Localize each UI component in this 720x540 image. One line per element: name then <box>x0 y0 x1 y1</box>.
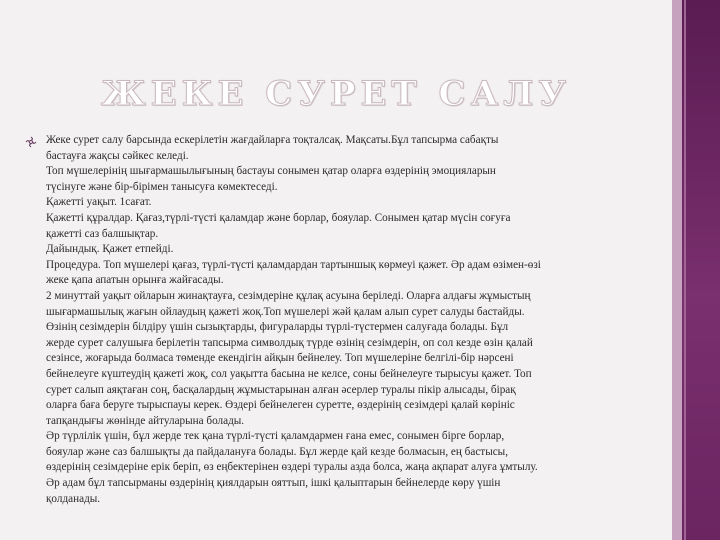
flourish-bullet-icon <box>25 136 37 151</box>
text-line: бояулар және саз балшықты да пайдалануға болады. Бұл жерде қай кезде болмасын, ең бастысы, <box>46 445 508 458</box>
text-line: Процедура. Топ мүшелері қағаз, түрлі-түсті қаламдардан тартыншық көрмеуі қажет. Әр адам өзімен-өзі <box>46 258 541 271</box>
text-line: оларға баға беруге тырыспауы керек. Өздері бейнелеген суретте, өздерінің сезімдері қалай көрініс <box>46 399 515 412</box>
text-line: Топ мүшелерінің шығармашылығының бастауы сонымен қатар оларға өздерінің эмоцияларын <box>46 165 496 178</box>
text-line: түсінуге және бір-бірімен танысуға көмектеседі. <box>46 180 278 193</box>
text-line: өздерінің сезімдеріне ерік беріп, өз еңбектерінен өздері туралы азда болса, жаңа ақпарат алуға ұмтылу. <box>46 461 538 474</box>
text-line: Қажетті құралдар. Қағаз,түрлі-түсті қаламдар және борлар, бояулар. Сонымен қатар мүсін соғуға <box>46 211 511 224</box>
slide-title: ЖЕКЕ СУРЕТ САЛУ <box>101 74 571 114</box>
text-line: Өзінің сезімдерін білдіру үшін сызықтарды, фигураларды түрлі-түстермен салуғада болады. Бұл <box>46 321 509 334</box>
right-accent-stripe-light <box>672 0 682 540</box>
text-line: жерде сурет салушыға берілетін тапсырма символдық түрде өзінің сезімдерін, оп сол кезде өзін қалай <box>46 336 533 349</box>
text-line: тапқандығы жөнінде айтуларына болады. <box>46 414 245 427</box>
text-line: Қажетті уақыт. 1сағат. <box>46 196 152 209</box>
text-line: Жеке сурет салу барсында ескерілетін жағдайларға тоқталсақ. Мақсаты.Бұл тапсырма сабақты <box>46 134 499 146</box>
text-line: Дайындық. Қажет етпейді. <box>46 243 174 256</box>
right-accent-line <box>684 0 686 540</box>
text-line: қолданады. <box>46 492 101 505</box>
text-line: жеке қапа апатын орынға жайғасады. <box>46 274 224 287</box>
text-line: Әр адам бұл тапсырманы өздерінің қиялдарын ояттып, ішкі қалыптарын бейнелерде көру үшін <box>46 477 501 490</box>
text-line: бастауға жақсы сәйкес келеді. <box>46 149 189 162</box>
text-line: сурет салып аяқтаған соң, басқалардың жұмыстарынан алған әсерлер туралы пікір алысады, бірақ <box>46 383 516 396</box>
text-line: Әр түрлілік үшін, бұл жерде тек қана түрлі-түсті қаламдармен ғана емес, сонымен бірге борлар, <box>46 430 505 443</box>
text-line: қажетті саз балшықтар. <box>46 227 159 240</box>
text-line: 2 минуттай уақыт ойларын жинақтауға, сезімдеріне құлақ асуына беріледі. Оларға алдағы жұмыстың <box>46 289 531 302</box>
body-text <box>46 133 666 507</box>
text-line: сезінсе, жоғарыда болмаса төменде екендігін айқын бейнелеу. Топ мүшелеріне белгілі-бір нәрсені <box>46 352 514 365</box>
text-line: бейнелеуге күштеудің қажеті жоқ, сол уақытта басына не келсе, соны бейнелеуге тырысуы қажет. Топ <box>46 367 532 380</box>
text-line: шығармашылық жағын ойлаудың қажеті жоқ.Топ мүшелері жәй қалам алып сурет салуды бастайды. <box>46 305 525 318</box>
